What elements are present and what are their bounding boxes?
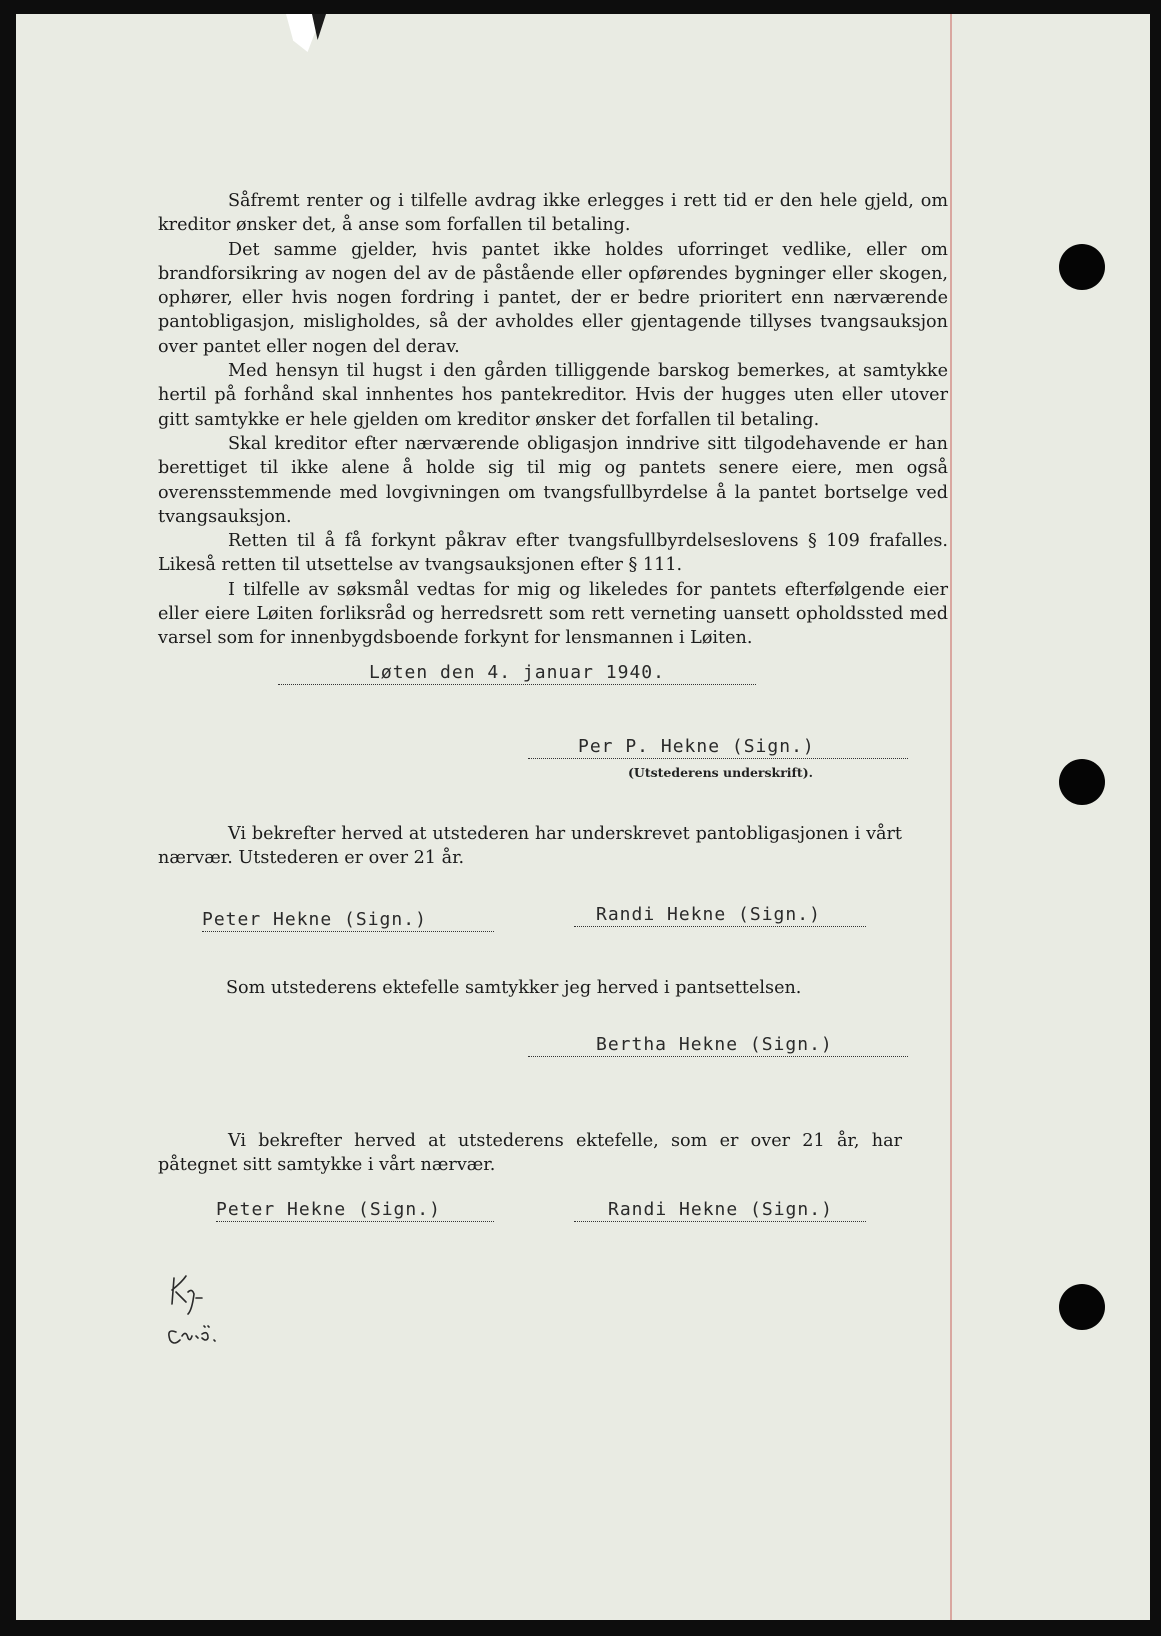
- contract-body: [158, 189, 948, 651]
- paragraph: Skal kreditor efter nærværende obligasjon inndrive sitt tilgodehavende er han berettiget til ikke alene å holde sig til mig og pantets senere eiere, men også overensstemmende med lovgivningen om tvangsfullbyrdelse å la pantet bortselge ved tvangsauksjon.: [158, 433, 948, 527]
- paragraph: Såfremt renter og i tilfelle avdrag ikke erlegges i rett tid er den hele gjeld, om kreditor ønsker det, å anse som forfallen til betaling.: [158, 191, 948, 236]
- paragraph: Retten til å få forkynt påkrav efter tvangsfullbyrdelseslovens § 109 frafalles. Likeså retten til utsettelse av tvangsauksjonen efter § 111.: [158, 531, 948, 576]
- punch-hole: [1059, 759, 1105, 805]
- witness-signature: Peter Hekne (Sign.): [202, 909, 494, 932]
- margin-rule: [950, 14, 952, 1620]
- witness-signature: Randi Hekne (Sign.): [574, 904, 866, 927]
- handwritten-initials: [162, 1270, 242, 1350]
- spouse-consent-text: Som utstederens ektefelle samtykker jeg herved i pantsettelsen.: [226, 978, 802, 998]
- document-page: [16, 14, 1150, 1620]
- paragraph: Det samme gjelder, hvis pantet ikke holdes uforringet vedlike, eller om brandforsikring av nogen del av de påstående eller opførendes bygninger eller skogen, ophører, eller hvis nogen fordring i pantet, der er bedre prioritert enn nærværende pantobligasjon, misligholdes, så der avholdes eller gjentagende tillyses tvangsauksjon over pantet eller nogen del derav.: [158, 239, 948, 357]
- punch-hole: [1059, 1284, 1105, 1330]
- witness-signature: Randi Hekne (Sign.): [574, 1199, 866, 1222]
- issuer-caption: (Utstederens underskrift).: [628, 765, 813, 780]
- issuer-signature: Per P. Hekne (Sign.): [528, 736, 908, 759]
- paragraph: Med hensyn til hugst i den gården tilliggende barskog bemerkes, at samtykke hertil på forhånd skal innhentes hos pantekreditor. Hvis der hugges uten eller utover gitt samtykke er hele gjelden om kreditor ønsker det forfallen til betaling.: [158, 361, 948, 430]
- witness-statement-1: Vi bekrefter herved at utstederen har underskrevet pantobligasjonen i vårt nærvær. Utstederen er over 21 år.: [158, 824, 902, 869]
- witness-statement-2: Vi bekrefter herved at utstederens ektefelle, som er over 21 år, har påtegnet sitt samtykke i vårt nærvær.: [158, 1131, 902, 1176]
- paragraph: I tilfelle av søksmål vedtas for mig og likeledes for pantets efterfølgende eier eller eiere Løiten forliksråd og herredsrett som rett verneting uansett opholdssted med varsel som for innenbygdsboende forkynt for lensmannen i Løiten.: [158, 579, 948, 649]
- spouse-signature: Bertha Hekne (Sign.): [528, 1034, 908, 1057]
- punch-hole: [1059, 244, 1105, 290]
- place-date-line: Løten den 4. januar 1940.: [278, 662, 756, 685]
- witness-signature: Peter Hekne (Sign.): [216, 1199, 494, 1222]
